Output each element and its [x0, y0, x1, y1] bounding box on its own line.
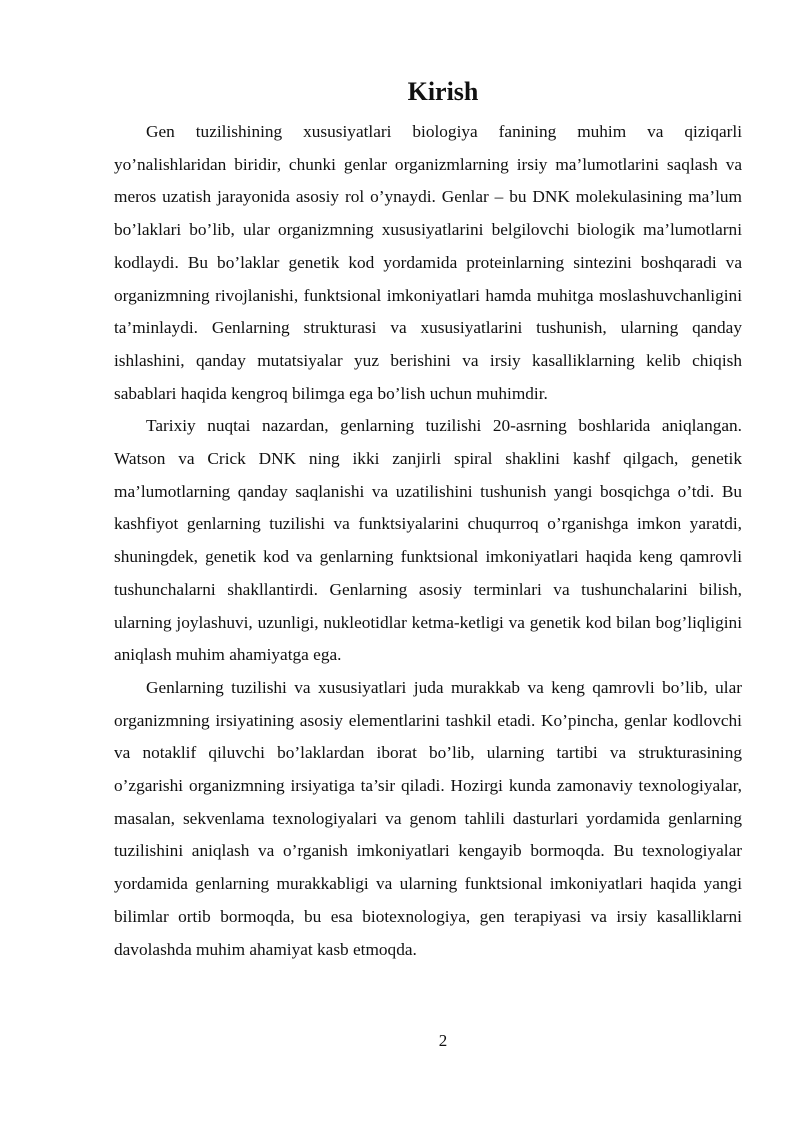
- paragraph-2: Tarixiy nuqtai nazardan, genlarning tuzilishi 20-asrning boshlarida aniqlangan. Watson va Crick DNK ning ikki zanjirli spiral shaklini kashf qilgach, genetik ma’lumotlarning qanday saqlanishi va uzatilishini tushunish yangi bosqichga o’tdi. Bu kashfiyot genlarning tuzilishi va funktsiyalarini chuqurroq o’rganishga imkon yaratdi, shuningdek, genetik kod va genlarning funktsional imkoniyatlari haqida keng qamrovli tushunchalarni shakllantirdi. Genlarning asosiy terminlari va tushunchalarini bilish, ularning joylashuvi, uzunligi, nukleotidlar ketma-ketligi va genetik kod bilan bog’liqligini aniqlash muhim ahamiyatga ega.: [114, 416, 742, 665]
- page-title: Kirish: [407, 77, 479, 106]
- paragraph-3: Genlarning tuzilishi va xususiyatlari juda murakkab va keng qamrovli bo’lib, ular organizmning irsiyatining asosiy elementlarini tashkil etadi. Ko’pincha, genlar kodlovchi va notaklif qiluvchi bo’laklardan iborat bo’lib, ularning tartibi va strukturasining o’zgarishi organizmning irsiyatiga ta’sir qiladi. Hozirgi kunda zamonaviy texnologiyalar, masalan, sekvenlama texnologiyalari va genom tahlili dasturlari yordamida genlarning tuzilishini aniqlash va o’rganish imkoniyatlari kengayib bormoqda. Bu texnologiyalar yordamida genlarning murakkabligi va ularning funktsional imkoniyatlari haqida yangi bilimlar ortib bormoqda, bu esa biotexnologiya, gen terapiyasi va irsiy kasalliklarni davolashda muhim ahamiyat kasb etmoqda.: [114, 677, 742, 959]
- page-number: 2: [438, 1031, 448, 1050]
- body-text: [114, 116, 742, 966]
- paragraph-1: Gen tuzilishining xususiyatlari biologiya fanining muhim va qiziqarli yo’nalishlaridan biridir, chunki genlar organizmlarning irsiy ma’lumotlarini saqlash va meros uzatish jarayonida asosiy rol o’ynaydi. Genlar – bu DNK molekulasining ma’lum bo’laklari bo’lib, ular organizmning xususiyatlarini belgilovchi biologik ma’lumotlarni kodlaydi. Bu bo’laklar genetik kod yordamida proteinlarning sintezini boshqaradi va organizmning rivojlanishi, funktsional imkoniyatlari hamda muhitga moslashuvchanligini ta’minlaydi. Genlarning strukturasi va xususiyatlarini tushunish, ularning qanday ishlashini, qanday mutatsiyalar yuz berishini va irsiy kasalliklarning kelib chiqish sabablari haqida kengroq bilimga ega bo’lish uchun muhimdir.: [114, 122, 742, 403]
